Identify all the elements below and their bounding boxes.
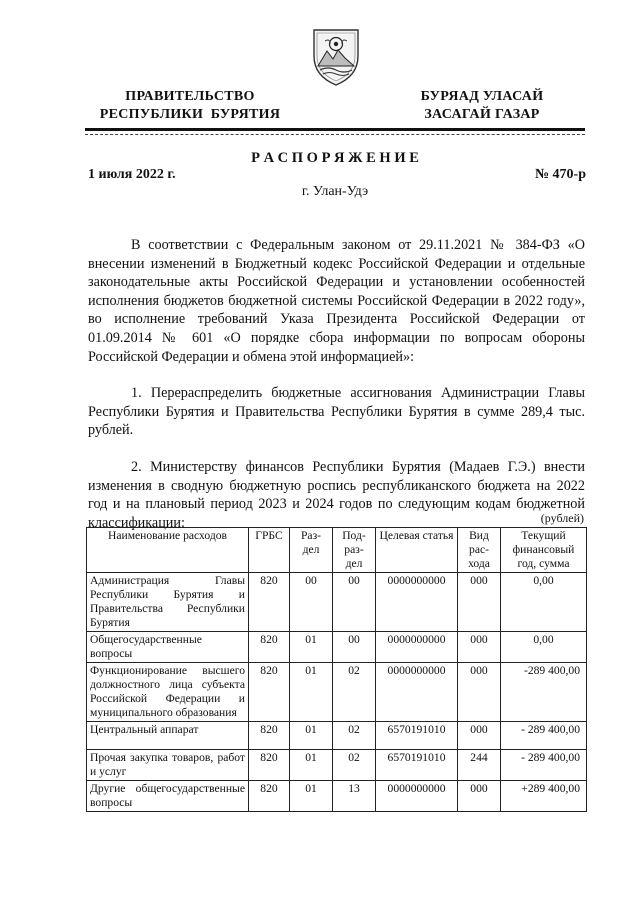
- coat-of-arms-emblem: [311, 26, 361, 88]
- cell-cs: 6570191010: [376, 722, 458, 750]
- col-header-cs: Целевая статья: [376, 528, 458, 573]
- cell-cs: 0000000000: [376, 632, 458, 663]
- table-row: [87, 722, 587, 750]
- order-title: Р А С П О Р Я Ж Е Н И Е: [251, 150, 419, 166]
- cell-cs: 6570191010: [376, 750, 458, 781]
- table-row: [87, 663, 587, 722]
- cell-name: Центральный аппарат: [87, 722, 249, 750]
- cell-vr: 000: [458, 663, 501, 722]
- cell-grbs: 820: [249, 750, 290, 781]
- cell-podrazdel: 00: [333, 632, 376, 663]
- cell-podrazdel: 02: [333, 750, 376, 781]
- order-date: 1 июля 2022 г.: [88, 167, 176, 182]
- cell-podrazdel: 02: [333, 663, 376, 722]
- cell-podrazdel: 00: [333, 573, 376, 632]
- header-right-line2: ЗАСАГАЙ ГАЗАР: [424, 107, 540, 122]
- col-header-razdel: Раз-дел: [290, 528, 333, 573]
- header-right-line1: БУРЯАД УЛАСАЙ: [420, 89, 544, 104]
- table-row: [87, 632, 587, 663]
- header-left-line1: ПРАВИТЕЛЬСТВО: [125, 89, 255, 104]
- header-right: [382, 88, 582, 124]
- cell-podrazdel: 13: [333, 781, 376, 812]
- cell-razdel: 01: [290, 722, 333, 750]
- order-number: № 470-р: [534, 167, 586, 182]
- cell-sum: - 289 400,00: [501, 750, 587, 781]
- cell-name: Общегосударственные вопросы: [87, 632, 249, 663]
- cell-cs: 0000000000: [376, 573, 458, 632]
- cell-sum: 0,00: [501, 632, 587, 663]
- cell-razdel: 01: [290, 781, 333, 812]
- table-row: [87, 573, 587, 632]
- col-header-podrazdel: Под-раз-дел: [333, 528, 376, 573]
- table-unit-label: (рублей): [540, 511, 584, 525]
- cell-razdel: 01: [290, 632, 333, 663]
- header-left: [80, 88, 300, 124]
- cell-razdel: 01: [290, 663, 333, 722]
- cell-razdel: 00: [290, 573, 333, 632]
- header-divider-thick: [85, 128, 585, 131]
- document-body: [88, 236, 585, 532]
- col-header-sum: Текущий финансовый год, сумма: [501, 528, 587, 573]
- cell-grbs: 820: [249, 632, 290, 663]
- order-city: г. Улан-Удэ: [301, 184, 369, 199]
- cell-sum: - 289 400,00: [501, 722, 587, 750]
- budget-table: [86, 527, 587, 812]
- cell-name: Другие общегосударственные вопросы: [87, 781, 249, 812]
- table-row: [87, 750, 587, 781]
- cell-grbs: 820: [249, 781, 290, 812]
- cell-sum: +289 400,00: [501, 781, 587, 812]
- cell-grbs: 820: [249, 722, 290, 750]
- cell-sum: -289 400,00: [501, 663, 587, 722]
- cell-name: Прочая закупка товаров, работ и услуг: [87, 750, 249, 781]
- paragraph-item-2: 2. Министерству финансов Республики Бурятия (Мадаев Г.Э.) внести изменения в сводную бюджетную роспись республиканского бюджета на 2022 год и на плановый период 2023 и 2024 годов по следующим кодам бюджетной классификации:: [88, 458, 585, 531]
- cell-vr: 244: [458, 750, 501, 781]
- table-header-row: [87, 528, 587, 573]
- header-left-line2: РЕСПУБЛИКИ БУРЯТИЯ: [99, 107, 281, 122]
- cell-vr: 000: [458, 573, 501, 632]
- col-header-grbs: ГРБС: [249, 528, 290, 573]
- cell-name: Функционирование высшего должностного лица субъекта Российской Федерации и муниципального образования: [87, 663, 249, 722]
- header-divider-dotted: [85, 134, 585, 135]
- cell-name: Администрация Главы Республики Бурятия и Правительства Республики Бурятия: [87, 573, 249, 632]
- cell-grbs: 820: [249, 573, 290, 632]
- cell-sum: 0,00: [501, 573, 587, 632]
- cell-vr: 000: [458, 722, 501, 750]
- cell-grbs: 820: [249, 663, 290, 722]
- table-row: [87, 781, 587, 812]
- cell-cs: 0000000000: [376, 781, 458, 812]
- cell-razdel: 01: [290, 750, 333, 781]
- paragraph-intro: В соответствии с Федеральным законом от 29.11.2021 № 384-ФЗ «О внесении изменений в Бюджетный кодекс Российской Федерации и отдельные законодательные акты Российской Федерации и установлении особенностей исполнения бюджетов бюджетной системы Российской Федерации в 2022 году», во исполнение требований Указа Президента Российской Федерации от 01.09.2014 № 601 «О порядке сбора информации по вопросам обороны Российской Федерации и обмена этой информацией»:: [88, 237, 585, 365]
- col-header-name: Наименование расходов: [87, 528, 249, 573]
- paragraph-item-1: 1. Перераспределить бюджетные ассигнования Администрации Главы Республики Бурятия и Правительства Республики Бурятия в сумме 289,4 тыс. рублей.: [88, 385, 585, 439]
- cell-cs: 0000000000: [376, 663, 458, 722]
- col-header-vr: Вид рас-хода: [458, 528, 501, 573]
- cell-vr: 000: [458, 632, 501, 663]
- cell-vr: 000: [458, 781, 501, 812]
- cell-podrazdel: 02: [333, 722, 376, 750]
